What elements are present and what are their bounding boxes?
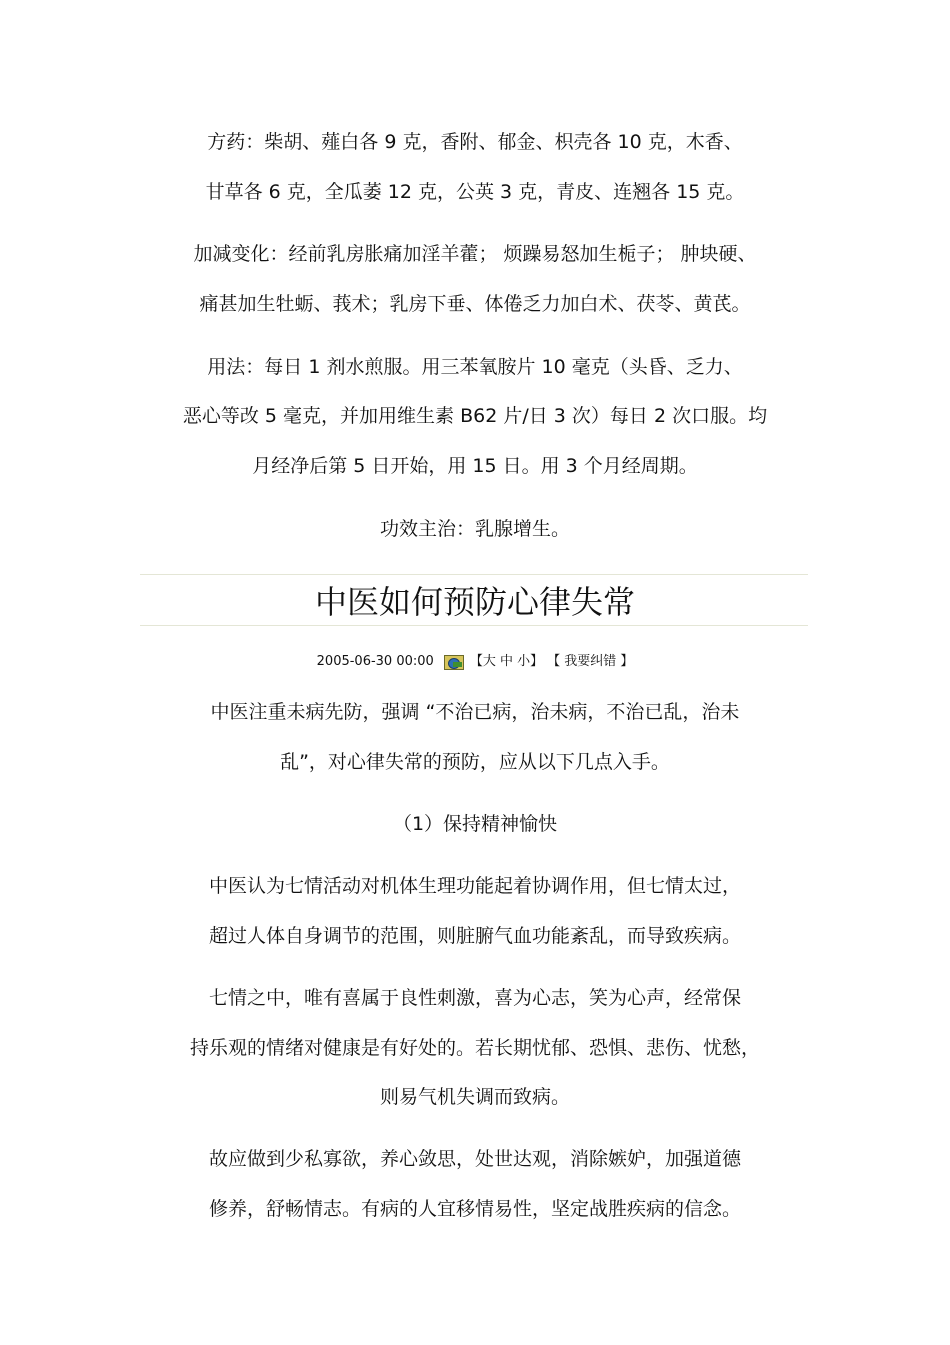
article-date: 2005-06-30 00:00 (316, 654, 434, 669)
font-size-controls[interactable]: 【大 中 小】 (469, 654, 544, 669)
usage-line: 用法：每日 1 剂水煎服。用三苯氧胺片 10 毫克（头昏、乏力、 (207, 356, 743, 378)
prescription-line: 方药：柴胡、薤白各 9 克，香附、郁金、枳壳各 10 克，木香、 (207, 131, 743, 153)
title-top-divider (140, 574, 808, 575)
paragraph-line: 则易气机失调而致病。 (379, 1086, 570, 1108)
indication-line: 功效主治：乳腺增生。 (379, 518, 570, 540)
paragraph-line: 中医认为七情活动对机体生理功能起着协调作用，但七情太过， (208, 875, 741, 897)
title-bottom-divider (140, 625, 808, 626)
paragraph-line: 故应做到少私寡欲，养心敛思，处世达观，消除嫉妒，加强道德 (208, 1148, 741, 1170)
report-error-link[interactable]: 【 我要纠错 】 (547, 654, 634, 669)
article-title: 中医如何预防心律失常 (314, 583, 635, 621)
usage-line: 月经净后第 5 日开始，用 15 日。用 3 个月经周期。 (252, 455, 698, 477)
modification-line: 痛甚加生牡蛎、莪术；乳房下垂、体倦乏力加白术、茯苓、黄芪。 (199, 293, 751, 315)
usage-line: 恶心等改 5 毫克，并加用维生素 B62 片/日 3 次）每日 2 次口服。均 (182, 405, 768, 427)
article-meta (0, 652, 950, 673)
paragraph-line: 修养，舒畅情志。有病的人宜移情易性，坚定战胜疾病的信念。 (208, 1198, 741, 1220)
modification-line: 加减变化：经前乳房胀痛加淫羊藿； 烦躁易怒加生栀子； 肿块硬、 (193, 243, 757, 265)
paragraph-line: 七情之中，唯有喜属于良性刺激，喜为心志，笑为心声，经常保 (208, 987, 741, 1009)
intro-line: 中医注重未病先防，强调 “不治已病，治未病，不治已乱，治未 (210, 701, 740, 723)
prescription-line: 甘草各 6 克，全瓜萎 12 克，公英 3 克，青皮、连翘各 15 克。 (205, 181, 745, 203)
intro-line: 乱”，对心律失常的预防，应从以下几点入手。 (280, 751, 670, 773)
section-heading: （1）保持精神愉快 (392, 813, 558, 835)
paragraph-line: 超过人体自身调节的范围，则脏腑气血功能紊乱，而导致疾病。 (208, 925, 741, 947)
news-image-icon (444, 655, 464, 670)
paragraph-line: 持乐观的情绪对健康是有好处的。若长期忧郁、恐惧、悲伤、忧愁， (189, 1037, 760, 1059)
